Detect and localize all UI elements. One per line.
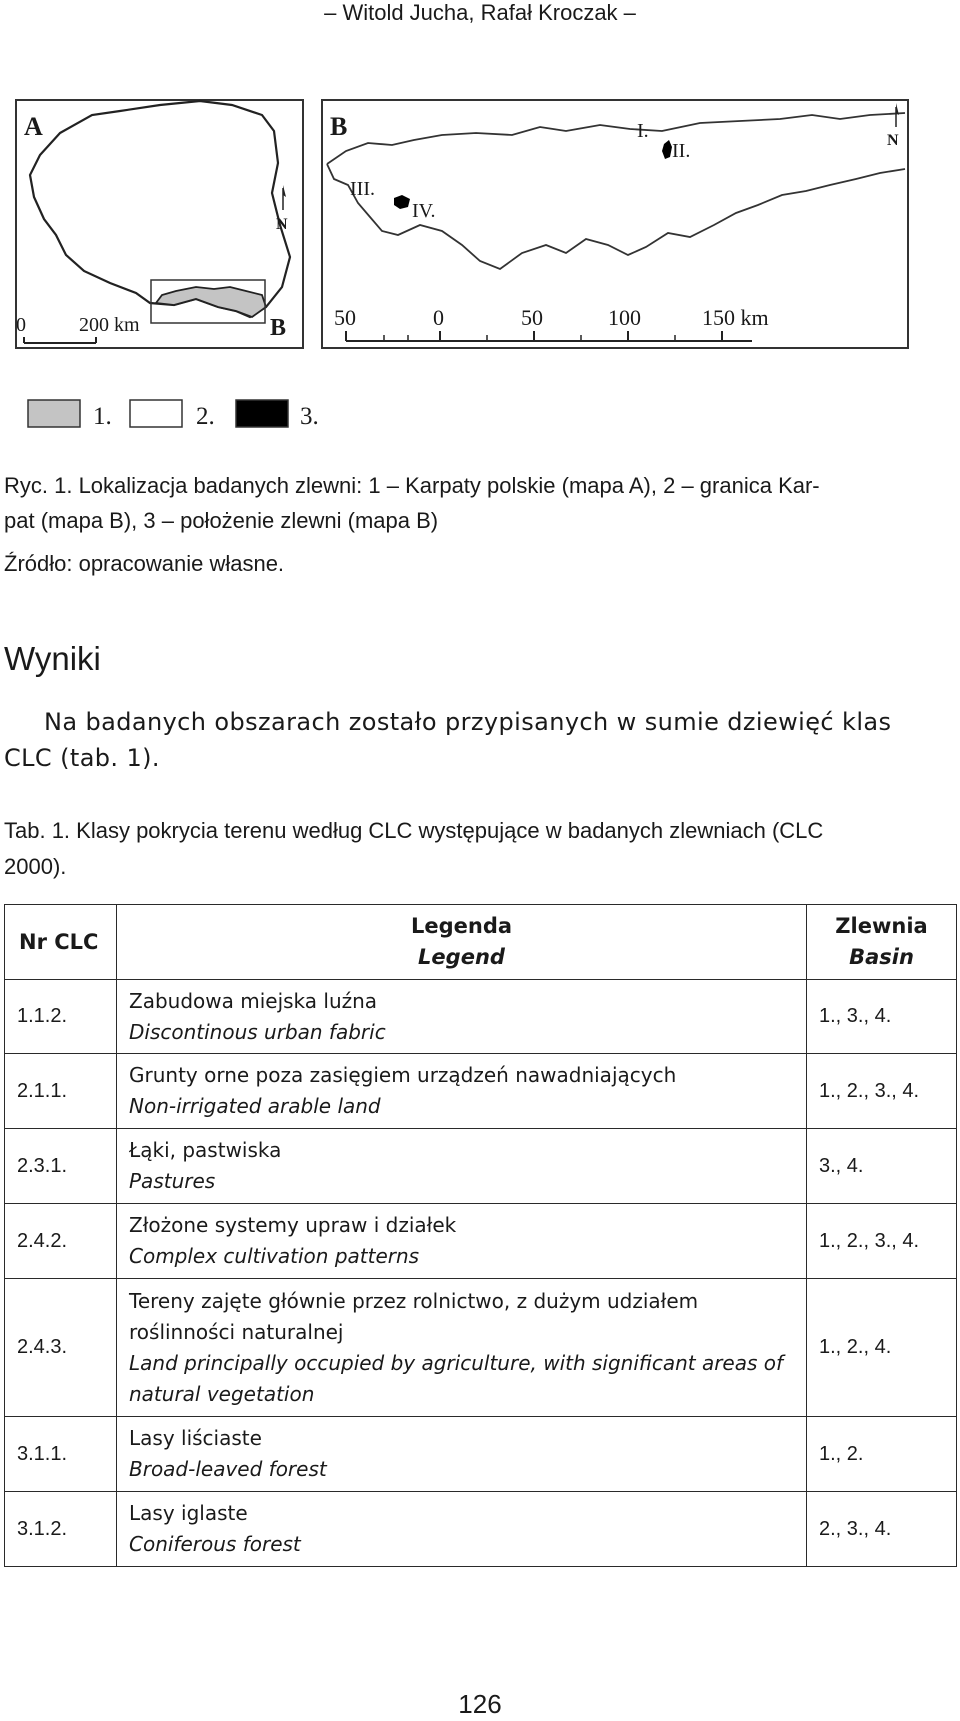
paragraph-line-1: Na badanych obszarach zostało przypisanych w sumie dziewięć klas — [44, 708, 892, 736]
row-legend — [117, 1492, 807, 1567]
legend-swatch-3 — [236, 400, 288, 427]
row-legend-pl: Lasy iglaste — [129, 1501, 248, 1525]
row-nr: 2.1.1. — [5, 1054, 117, 1129]
clc-classes-table — [4, 904, 957, 1567]
figure-caption-line-1: Ryc. 1. Lokalizacja badanych zlewni: 1 – Karpaty polskie (mapa A), 2 – granica Kar- — [4, 473, 820, 498]
map-a-inset-label: B — [270, 315, 287, 341]
row-legend-pl: Złożone systemy upraw i działek — [129, 1213, 457, 1237]
row-legend-pl: Lasy liściaste — [129, 1426, 262, 1450]
header-legend — [117, 905, 807, 980]
row-nr: 1.1.2. — [5, 980, 117, 1054]
map-a-letter: A — [24, 112, 43, 141]
header-basin — [807, 905, 957, 980]
row-legend — [117, 1054, 807, 1129]
figure-caption-line-2: pat (mapa B), 3 – położenie zlewni (mapa B) — [4, 508, 439, 533]
svg-text:0: 0 — [433, 305, 444, 330]
location-maps-svg — [0, 85, 960, 445]
svg-text:50: 50 — [334, 305, 356, 330]
row-legend-en: Pastures — [129, 1169, 216, 1193]
row-basin: 1., 2., 4. — [807, 1279, 957, 1417]
svg-text:100: 100 — [608, 305, 641, 330]
legend-swatch-2 — [130, 400, 182, 427]
header-basin-pl: Zlewnia — [835, 914, 928, 938]
svg-text:150 km: 150 km — [702, 305, 769, 330]
catchment-label-iv: IV. — [412, 200, 436, 222]
map-b-letter: B — [330, 112, 348, 141]
legend-label-3: 3. — [300, 403, 319, 430]
figure-source: Źródło: opracowanie własne. — [4, 551, 285, 576]
header-nr-clc: Nr CLC — [5, 905, 117, 980]
header-legend-en: Legend — [418, 945, 505, 969]
map-legend — [28, 400, 319, 430]
catchment-label-iii: III. — [350, 178, 375, 200]
row-legend — [117, 1417, 807, 1492]
section-heading: Wyniki — [4, 640, 101, 677]
table-row — [5, 1417, 957, 1492]
table-row — [5, 980, 957, 1054]
row-legend-en: Discontinous urban fabric — [129, 1019, 386, 1044]
svg-text:50: 50 — [521, 305, 543, 330]
header-legend-pl: Legenda — [410, 914, 513, 938]
table-caption-line-1: Tab. 1. Klasy pokrycia terenu według CLC występujące w badanych zlewniach (CLC — [4, 818, 824, 843]
row-legend-en: Broad-leaved forest — [129, 1457, 327, 1481]
table-row — [5, 1054, 957, 1129]
catchment-label-ii: II. — [672, 140, 691, 162]
row-nr: 3.1.1. — [5, 1417, 117, 1492]
location-figure — [0, 85, 960, 445]
row-legend-pl: Grunty orne poza zasięgiem urządzeń nawadniających — [129, 1063, 677, 1087]
running-head: – Witold Jucha, Rafał Kroczak – — [324, 0, 636, 25]
legend-label-1: 1. — [93, 403, 112, 430]
row-legend — [117, 1279, 807, 1417]
row-legend — [117, 980, 807, 1054]
row-legend-pl: Zabudowa miejska luźna — [129, 988, 378, 1013]
catchment-label-i: I. — [637, 120, 649, 142]
row-legend-en: Non-irrigated arable land — [129, 1094, 381, 1118]
figure-caption — [4, 468, 956, 538]
legend-label-2: 2. — [196, 403, 215, 430]
row-nr: 2.4.2. — [5, 1204, 117, 1279]
paragraph-line-2: CLC (tab. 1). — [4, 744, 160, 772]
row-nr: 3.1.2. — [5, 1492, 117, 1567]
row-legend — [117, 1129, 807, 1204]
svg-text:0: 0 — [16, 314, 26, 336]
table-row — [5, 1129, 957, 1204]
table-row — [5, 1204, 957, 1279]
row-legend-pl: Tereny zajęte głównie przez rolnictwo, z dużym udziałem roślinności naturalnej — [129, 1288, 699, 1344]
row-legend-en: Coniferous forest — [129, 1532, 301, 1556]
svg-text:N: N — [276, 216, 288, 233]
row-legend-en: Land principally occupied by agriculture, with significant areas of natural vegetation — [129, 1350, 784, 1406]
header-basin-en: Basin — [849, 945, 914, 969]
row-basin: 2., 3., 4. — [807, 1492, 957, 1567]
table-row — [5, 1279, 957, 1417]
page-number: 126 — [458, 1689, 502, 1719]
row-basin: 1., 2. — [807, 1417, 957, 1492]
row-basin: 1., 2., 3., 4. — [807, 1054, 957, 1129]
svg-text:200 km: 200 km — [79, 314, 140, 336]
table-caption — [4, 813, 956, 885]
body-paragraph — [4, 704, 956, 776]
row-legend — [117, 1204, 807, 1279]
row-legend-pl: Łąki, pastwiska — [129, 1138, 282, 1162]
table-row — [5, 1492, 957, 1567]
row-legend-en: Complex cultivation patterns — [129, 1244, 420, 1268]
svg-text:N: N — [887, 132, 899, 149]
table-caption-line-2: 2000). — [4, 854, 67, 879]
row-basin: 1., 2., 3., 4. — [807, 1204, 957, 1279]
row-nr: 2.3.1. — [5, 1129, 117, 1204]
row-basin: 3., 4. — [807, 1129, 957, 1204]
legend-swatch-1 — [28, 400, 80, 427]
row-nr: 2.4.3. — [5, 1279, 117, 1417]
row-basin: 1., 3., 4. — [807, 980, 957, 1054]
